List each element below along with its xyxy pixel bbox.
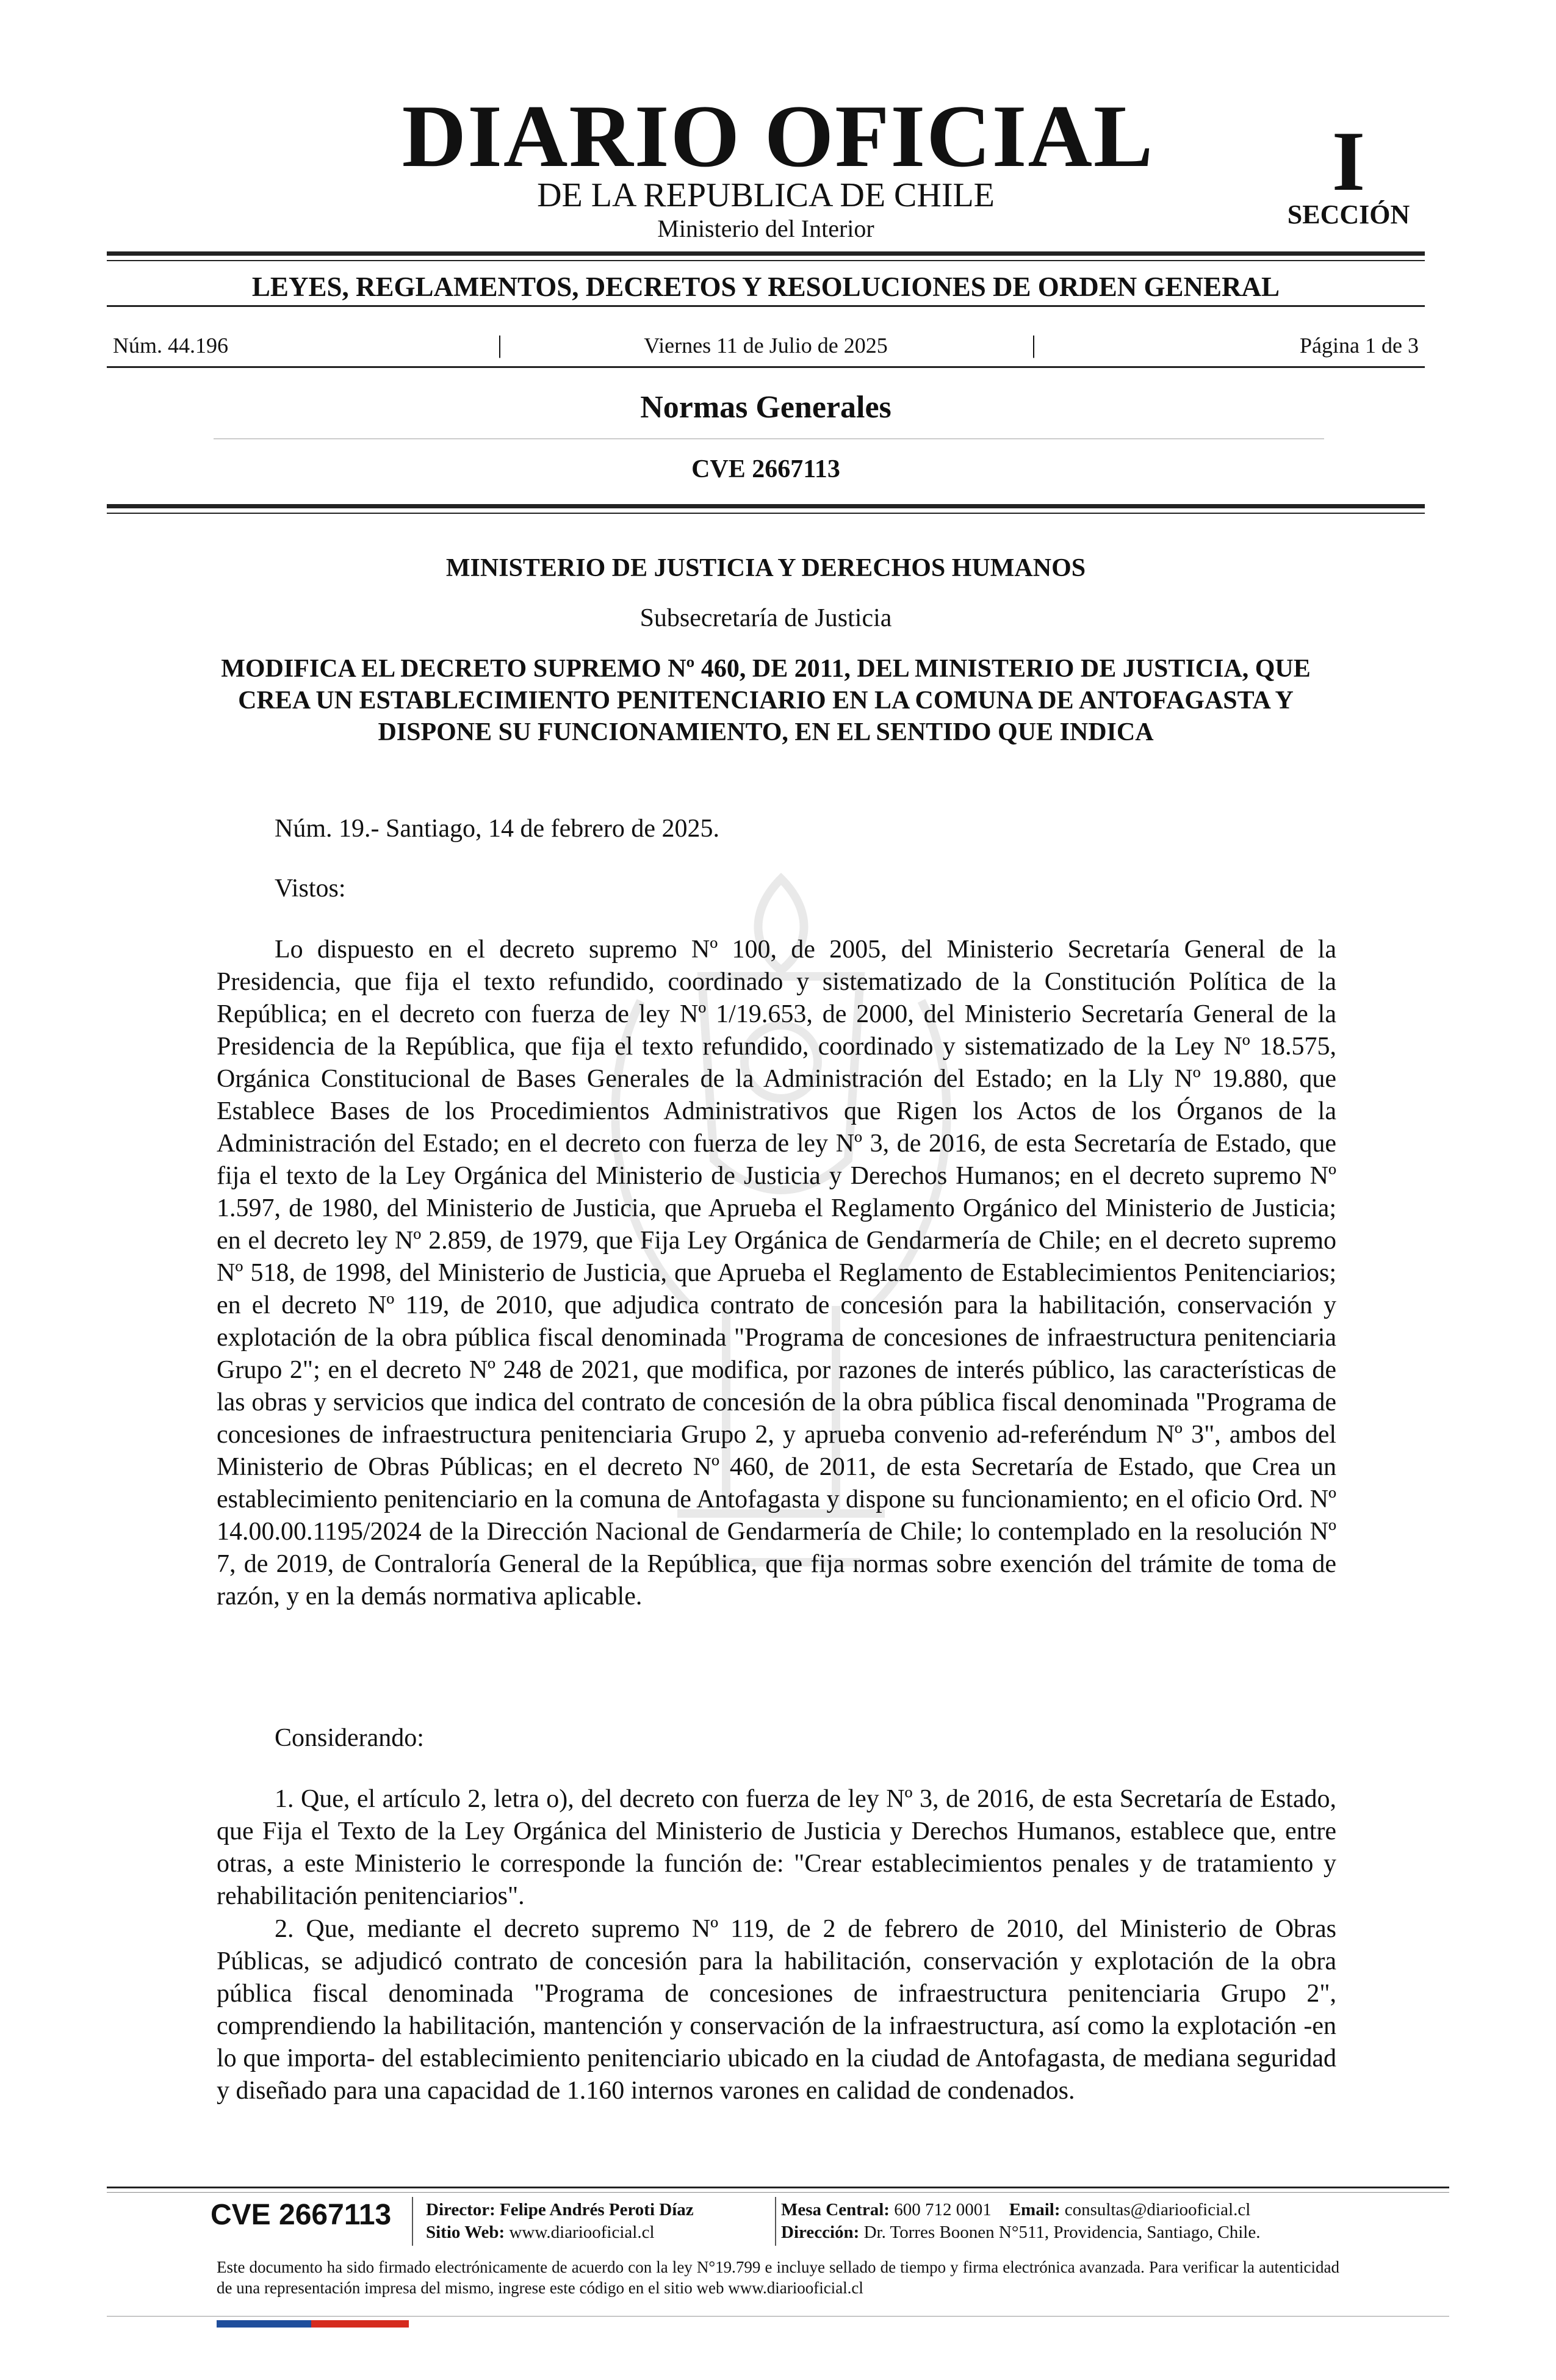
ministry-name: MINISTERIO DE JUSTICIA Y DERECHOS HUMANOS: [445, 554, 1086, 582]
norms-title: Normas Generales: [640, 390, 891, 425]
phone-number: 600 712 0001: [894, 2200, 992, 2220]
category-rule: [107, 305, 1425, 307]
flag-stripe-blue: [217, 2320, 311, 2328]
footer-bottom-rule: [107, 2316, 1449, 2317]
cve-code: CVE 2667113: [691, 455, 840, 483]
vistos-paragraph: Lo dispuesto en el decreto supremo Nº 100, de 2005, del Ministerio Secretaría General de la Presidencia, que fija el texto refundido, coordinado y sistematizado de la Constitución Política de la República; en el decreto con fuerza de ley Nº 1/19.653, de 2000, del Ministerio Secretaría General de la Presidencia de la República, que fija el texto refundido, coordinado y sistematizado de la Ley Nº 18.575, Orgánica Constitucional de Bases Generales de la Administración del Estado; en la Lly Nº 19.880, que Establece Bases de los Procedimientos Administrativos que Rigen los Actos de los Órganos de la Administración del Estado; en el decreto con fuerza de ley Nº 3, de 2016, de esta Secretaría de Estado, que fija el texto de la Ley Orgánica del Ministerio de Justicia y Derechos Humanos; en el decreto supremo Nº 1.597, de 1980, del Ministerio de Justicia, que Aprueba el Reglamento Orgánico del Ministerio de Justicia; en el decreto ley Nº 2.859, de 1979, que Fija Ley Orgánica de Gendarmería de Chile; en el decreto supremo Nº 518, de 1998, del Ministerio de Justicia, que Aprueba el Reglamento de Establecimientos Penitenciarios; en el decreto Nº 119, de 2010, que adjudica contrato de concesión para la habilitación, conservación y explotación de la obra pública fiscal denominada "Programa de concesiones de infraestructura penitenciaria Grupo 2"; en el decreto Nº 248 de 2021, que modifica, por razones de interés público, las características de las obras y servicios que indica del contrato de concesión de la obra pública fiscal denominada "Programa de concesiones de infraestructura penitenciaria Grupo 2, y aprueba convenio ad-referéndum Nº 3", ambos del Ministerio de Obras Públicas; en el decreto Nº 460, de 2011, de esta Secretaría de Estado, que Crea un establecimiento penitenciario en la comuna de Antofagasta y dispone su funcionamiento; en el oficio Ord. Nº 14.00.00.1195/2024 de la Dirección Nacional de Gendarmería de Chile; lo contemplado en la resolución Nº 7, de 2019, de Contraloría General de la República, que fija normas sobre exención del trámite de toma de razón, y en la demás normativa aplicable.: [217, 936, 1336, 1610]
email-label: Email:: [1009, 2200, 1061, 2220]
footer-divider: [412, 2197, 413, 2246]
website-link[interactable]: www.diariooficial.cl: [509, 2223, 655, 2242]
flag-stripe-red: [311, 2320, 409, 2328]
issue-separator: |: [497, 331, 503, 358]
header-rule-thin: [107, 260, 1425, 261]
footer-rule: [107, 2187, 1449, 2188]
subsecretaria-name: Subsecretaría de Justicia: [639, 604, 892, 632]
publication-category: LEYES, REGLAMENTOS, DECRETOS Y RESOLUCIONES DE ORDEN GENERAL: [251, 272, 1280, 302]
email-link[interactable]: consultas@diariooficial.cl: [1064, 2200, 1251, 2220]
website-label: Sitio Web:: [426, 2223, 505, 2242]
page-indicator: Página 1 de 3: [1300, 333, 1419, 358]
masthead-title: DIARIO OFICIAL: [402, 87, 1154, 186]
issue-date: Viernes 11 de Julio de 2025: [644, 333, 888, 358]
issue-rule: [107, 366, 1425, 368]
considerando-item-2: 2. Que, mediante el decreto supremo Nº 119, de 2 de febrero de 2010, del Ministerio de Obras Públicas, se adjudicó contrato de concesión para la habilitación, conservación y explotación de la obra pública fiscal denominada "Programa de concesiones de infraestructura penitenciaria Grupo 2", comprendiendo la habilitación, mantención y conservación de la infraestructura, así como la explotación -en lo que importa- del establecimiento penitenciario ubicado en la ciudad de Antofagasta, de mediana seguridad y diseñado para una capacidad de 1.160 internos varones en calidad de condenados.: [217, 1915, 1336, 2105]
considerando-item-1: 1. Que, el artículo 2, letra o), del decreto con fuerza de ley Nº 3, de 2016, de esta Secretaría de Estado, que Fija el Texto de la Ley Orgánica del Ministerio de Justicia y Derechos Humanos, establece que, entre otras, a este Ministerio le corresponde la función de: "Crear establecimientos penales y de tratamiento y rehabilitación penitenciarios".: [217, 1785, 1336, 1910]
content-rule-thin: [107, 513, 1425, 514]
norms-divider: [214, 438, 1324, 439]
footer-cve-code: CVE 2667113: [211, 2199, 392, 2231]
phone-label: Mesa Central:: [781, 2200, 890, 2220]
address-label: Dirección:: [781, 2223, 860, 2242]
director-name: Felipe Andrés Peroti Díaz: [500, 2200, 694, 2220]
considerando-heading: Considerando:: [275, 1724, 424, 1752]
director-label: Director:: [426, 2200, 495, 2220]
content-rule-thick: [107, 504, 1425, 508]
legal-notice: Este documento ha sido firmado electrónicamente de acuerdo con la ley N°19.799 e incluye sellado de tiempo y firma electrónica avanzada. Para verificar la autenticidad de una representación impresa del mismo, ingrese este código en el sitio web www.diariooficial.cl: [217, 2258, 1339, 2297]
issue-number: Núm. 44.196: [113, 333, 228, 358]
footer-director-block: [426, 2199, 694, 2244]
section-label: SECCIÓN: [1287, 200, 1410, 229]
decree-number-line: Núm. 19.- Santiago, 14 de febrero de 2025.: [275, 815, 719, 843]
masthead-subtitle: DE LA REPUBLICA DE CHILE: [537, 176, 995, 214]
decree-title: MODIFICA EL DECRETO SUPREMO Nº 460, DE 2011, DEL MINISTERIO DE JUSTICIA, QUE CREA UN ESTABLECIMIENTO PENITENCIARIO EN LA COMUNA DE ANTOFAGASTA Y DISPONE SU FUNCIONAMIENTO, EN EL SENTIDO QUE INDICA: [221, 655, 1311, 746]
footer-rule-thin: [107, 2192, 1449, 2193]
vistos-heading: Vistos:: [275, 874, 346, 903]
header-rule-thick: [107, 251, 1425, 256]
address-value: Dr. Torres Boonen N°511, Providencia, Santiago, Chile.: [863, 2223, 1261, 2242]
masthead-ministry: Ministerio del Interior: [657, 215, 874, 242]
footer-contact-block: [781, 2199, 1260, 2244]
footer-divider: [775, 2197, 776, 2246]
issue-separator: |: [1031, 331, 1037, 358]
section-number: I: [1331, 114, 1366, 209]
